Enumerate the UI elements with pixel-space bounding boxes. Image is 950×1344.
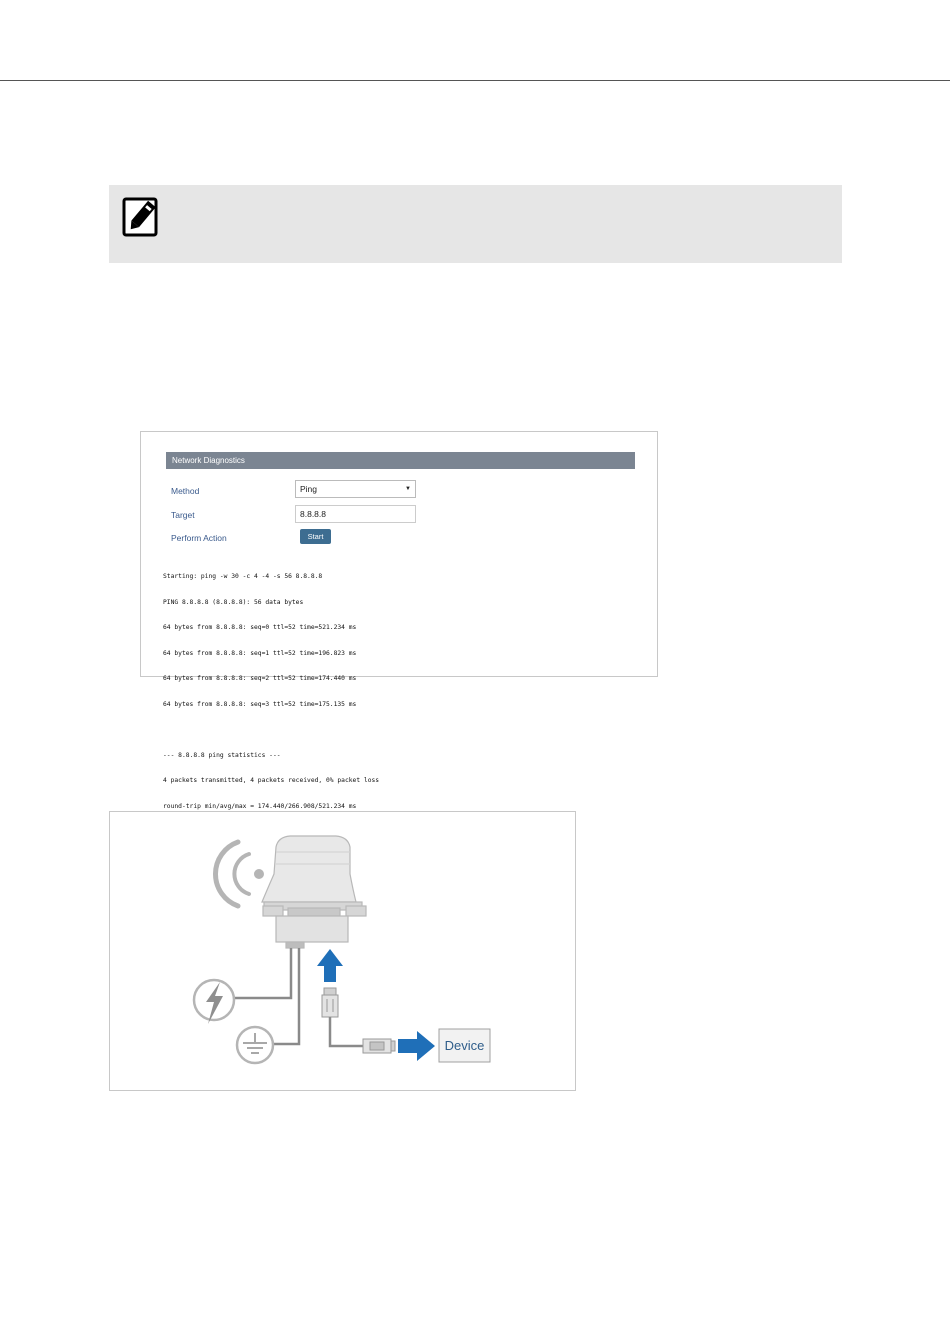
perform-action-label: Perform Action bbox=[171, 533, 227, 543]
output-line: PING 8.8.8.8 (8.8.8.8): 56 data bytes bbox=[163, 598, 304, 606]
method-select[interactable] bbox=[295, 480, 416, 498]
antenna-device-icon bbox=[262, 836, 366, 948]
output-line: 64 bytes from 8.8.8.8: seq=2 ttl=52 time=174.440 ms bbox=[163, 675, 357, 682]
output-line bbox=[163, 726, 379, 735]
output-line: Starting: ping -w 30 -c 4 -4 -s 56 8.8.8.8 bbox=[163, 573, 323, 580]
illustration-svg bbox=[110, 812, 575, 1090]
panel-title: Network Diagnostics bbox=[166, 452, 635, 469]
output-line: 4 packets transmitted, 4 packets received, 0% packet loss bbox=[163, 777, 380, 784]
ethernet-plug-horizontal-icon bbox=[363, 1039, 395, 1053]
output-line: round-trip min/avg/max = 174.440/266.908/521.234 ms bbox=[163, 802, 357, 810]
network-diagnostics-panel bbox=[140, 431, 658, 810]
header-rule bbox=[0, 80, 950, 81]
chevron-down-icon: ▼ bbox=[405, 486, 411, 492]
note-box bbox=[109, 185, 842, 263]
output-line: 64 bytes from 8.8.8.8: seq=1 ttl=52 time=196.823 ms bbox=[163, 649, 357, 657]
output-line: --- 8.8.8.8 ping statistics --- bbox=[163, 751, 281, 759]
connection-illustration bbox=[109, 811, 576, 1091]
ground-icon bbox=[237, 1027, 273, 1063]
ethernet-cable bbox=[330, 1017, 363, 1046]
lightning-icon bbox=[194, 980, 234, 1024]
ping-output bbox=[163, 556, 379, 854]
output-line: 64 bytes from 8.8.8.8: seq=3 ttl=52 time=175.135 ms bbox=[163, 700, 357, 708]
note-icon bbox=[121, 195, 161, 239]
output-line: 64 bytes from 8.8.8.8: seq=0 ttl=52 time=521.234 ms bbox=[163, 624, 357, 631]
ethernet-plug-icon bbox=[322, 988, 338, 1017]
target-label: Target bbox=[171, 510, 195, 520]
start-button[interactable]: Start bbox=[300, 529, 331, 544]
method-label: Method bbox=[171, 486, 200, 496]
wireless-icon bbox=[215, 842, 264, 906]
device-label: Device bbox=[444, 1038, 485, 1053]
method-value: Ping bbox=[300, 484, 318, 494]
arrow-up-icon bbox=[317, 949, 343, 982]
arrow-right-icon bbox=[398, 1031, 435, 1061]
target-input[interactable]: 8.8.8.8 bbox=[295, 505, 416, 523]
